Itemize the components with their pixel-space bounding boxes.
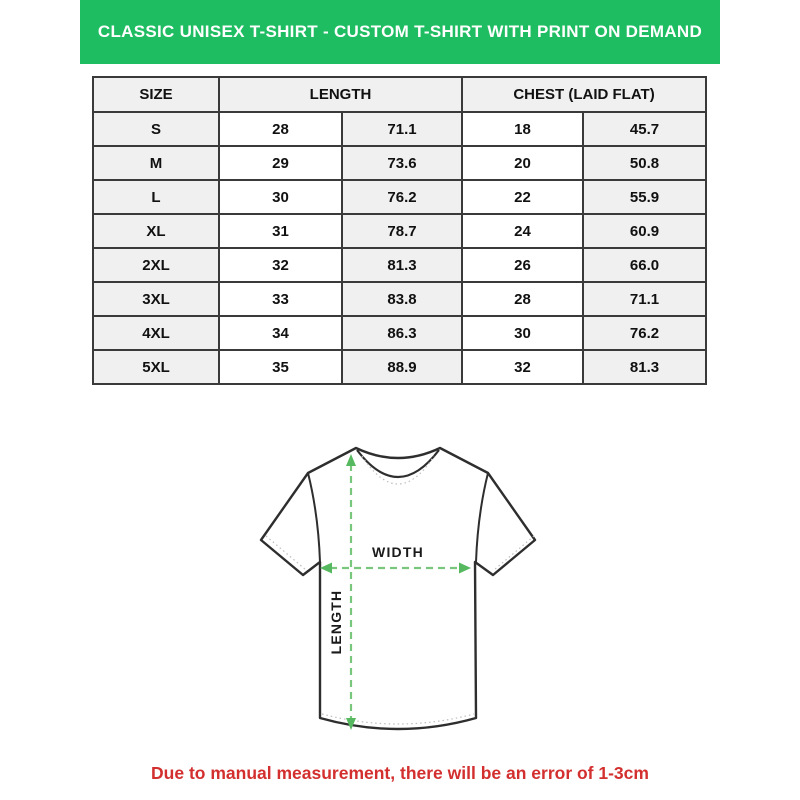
table-row [93,180,706,214]
length-cm-cell: 76.2 [342,180,462,214]
chest-in-cell: 32 [462,350,583,384]
length-in-cell: 29 [219,146,342,180]
length-cm-cell: 83.8 [342,282,462,316]
chest-cm-cell: 71.1 [583,282,706,316]
size-cell: 4XL [93,316,219,350]
chest-in-cell: 30 [462,316,583,350]
measurement-disclaimer: Due to manual measurement, there will be an error of 1-3cm [151,763,649,783]
length-in-cell: 30 [219,180,342,214]
col-header-chest: CHEST (LAID FLAT) [462,77,706,112]
tshirt-measurement-diagram [258,446,542,740]
chest-in-cell: 18 [462,112,583,146]
size-cell: 5XL [93,350,219,384]
length-cm-cell: 78.7 [342,214,462,248]
length-cm-cell: 81.3 [342,248,462,282]
col-header-size: SIZE [93,77,219,112]
length-cm-cell: 88.9 [342,350,462,384]
table-row [93,146,706,180]
table-row [93,248,706,282]
chest-in-cell: 28 [462,282,583,316]
size-cell: S [93,112,219,146]
size-cell: 2XL [93,248,219,282]
length-label: LENGTH [328,589,344,655]
chest-cm-cell: 66.0 [583,248,706,282]
size-cell: L [93,180,219,214]
length-in-cell: 33 [219,282,342,316]
length-cm-cell: 86.3 [342,316,462,350]
size-cell: M [93,146,219,180]
length-in-cell: 31 [219,214,342,248]
chest-in-cell: 24 [462,214,583,248]
chest-in-cell: 26 [462,248,583,282]
chest-in-cell: 22 [462,180,583,214]
chest-cm-cell: 50.8 [583,146,706,180]
page-title: CLASSIC UNISEX T-SHIRT - CUSTOM T-SHIRT WITH PRINT ON DEMAND [97,22,703,41]
chest-cm-cell: 81.3 [583,350,706,384]
length-in-cell: 34 [219,316,342,350]
table-row [93,350,706,384]
width-label: WIDTH [372,544,424,560]
chest-cm-cell: 45.7 [583,112,706,146]
length-cm-cell: 73.6 [342,146,462,180]
table-row [93,112,706,146]
length-in-cell: 35 [219,350,342,384]
length-in-cell: 28 [219,112,342,146]
tshirt-body [261,448,535,729]
title-banner [80,0,720,64]
table-row [93,214,706,248]
size-cell: XL [93,214,219,248]
size-cell: 3XL [93,282,219,316]
chest-cm-cell: 60.9 [583,214,706,248]
chest-cm-cell: 55.9 [583,180,706,214]
length-in-cell: 32 [219,248,342,282]
chest-in-cell: 20 [462,146,583,180]
table-row [93,316,706,350]
tshirt-outline-drawing [258,446,542,740]
table-header-row [93,77,706,112]
chest-cm-cell: 76.2 [583,316,706,350]
col-header-length: LENGTH [219,77,462,112]
size-table [92,76,707,385]
length-cm-cell: 71.1 [342,112,462,146]
table-row [93,282,706,316]
